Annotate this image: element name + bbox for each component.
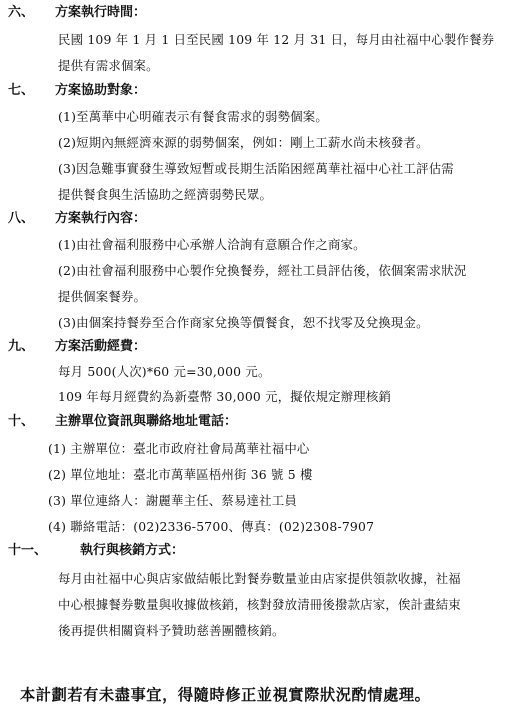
section-title: 方案協助對象： xyxy=(55,83,147,98)
closing-statement: 本計劃若有未盡事宜，得隨時修正並視實際狀況酌情處理。 xyxy=(20,686,431,704)
section-text-line: (2)由社會福利服務中心製作兌換餐券，經社工員評估後，依個案需求狀況 xyxy=(58,263,467,278)
section-title: 主辦單位資訊與聯絡地址電話： xyxy=(55,414,238,429)
section-title: 方案活動經費： xyxy=(55,339,147,354)
section-title: 方案執行內容： xyxy=(55,211,147,226)
section-text-line: 每月 500(人次)*60 元=30,000 元。 xyxy=(58,364,271,379)
section-number: 六、 xyxy=(8,5,35,20)
section-number: 十一、 xyxy=(8,543,48,558)
section-number: 八、 xyxy=(8,211,35,226)
section-number: 十、 xyxy=(8,414,35,429)
section-text-line: 每月由社福中心與店家做結帳比對餐券數量並由店家提供領款收據，社福 xyxy=(58,571,461,586)
section-text-line: 中心根據餐券數量與收據做核銷，核對發放清冊後撥款店家，俟計畫結束 xyxy=(58,597,461,612)
section-text-line: (3)由個案持餐券至合作商家兌換等價餐食，恕不找零及兌換現金。 xyxy=(58,315,429,330)
section-text-line: (1) 主辦單位：臺北市政府社會局萬華社福中心 xyxy=(48,441,310,456)
section-text-line: (3)因急難事實發生導致短暫或長期生活陷困經萬華社福中心社工評估需 xyxy=(58,161,454,176)
section-text-line: 民國 109 年 1 月 1 日至民國 109 年 12 月 31 日，每月由社福中心製作餐券 xyxy=(58,32,495,47)
section-text-line: (1)由社會福利服務中心承辦人洽詢有意願合作之商家。 xyxy=(58,237,366,252)
section-text-line: 109 年每月經費約為新臺幣 30,000 元，擬依規定辦理核銷 xyxy=(58,389,392,404)
section-text-line: 提供餐食與生活協助之經濟弱勢民眾。 xyxy=(58,187,273,202)
section-text-line: (3) 單位連絡人：謝麗華主任、蔡易達社工員 xyxy=(48,493,297,508)
section-text-line: 後再提供相關資料予贊助慈善團體核銷。 xyxy=(58,623,285,638)
section-text-line: (4) 聯絡電話：(02)2336-5700、傳真：(02)2308-7907 xyxy=(48,519,375,534)
section-text-line: (1)至萬華中心明確表示有餐食需求的弱勢個案。 xyxy=(58,109,328,124)
section-number: 七、 xyxy=(8,83,35,98)
section-text-line: 提供個案餐券。 xyxy=(58,289,147,304)
section-title: 執行與核銷方式： xyxy=(80,543,185,558)
section-text-line: (2) 單位地址：臺北市萬華區梧州街 36 號 5 樓 xyxy=(48,467,313,482)
section-text-line: (2)短期內無經濟來源的弱勢個案，例如：剛上工薪水尚未核發者。 xyxy=(58,135,429,150)
section-title: 方案執行時間： xyxy=(55,5,147,20)
section-number: 九、 xyxy=(8,339,35,354)
section-text-line: 提供有需求個案。 xyxy=(58,58,159,73)
